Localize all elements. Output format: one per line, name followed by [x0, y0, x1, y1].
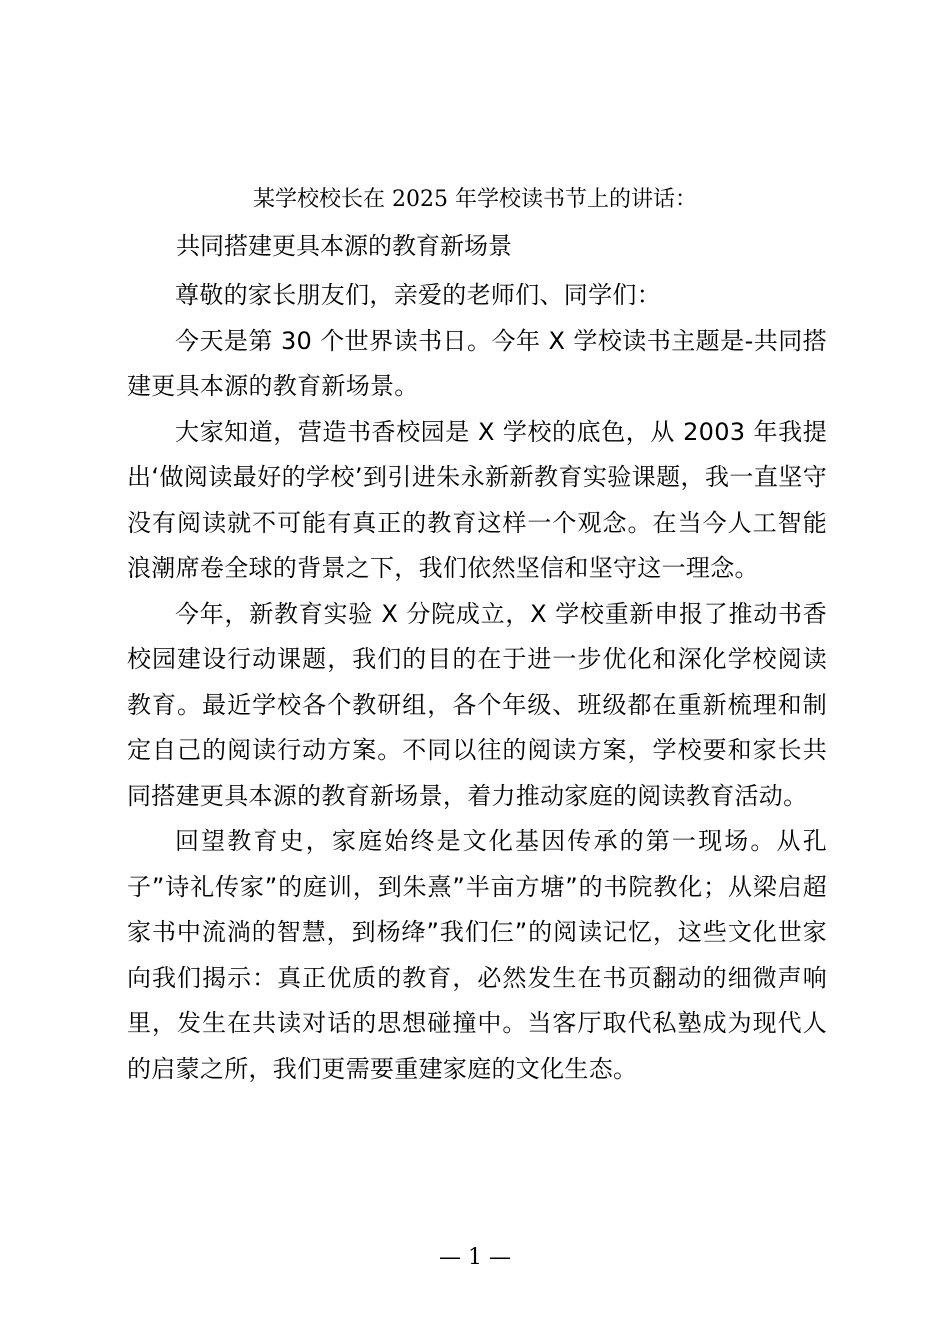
document-title: 某学校校长在 2025 年学校读书节上的讲话：: [253, 187, 697, 212]
salutation: 尊敬的家长朋友们，亲爱的老师们、同学们：: [175, 281, 661, 309]
paragraph: 今天是第 30 个世界读书日。今年 X 学校读书主题是-共同搭建更具本源的教育新场景。: [127, 326, 827, 400]
paragraph: 回望教育史，家庭始终是文化基因传承的第一现场。从孔子”诗礼传家”的庭训，到朱熹”半亩方塘”的书院教化；从梁启超家书中流淌的智慧，到杨绛”我们仨”的阅读记忆，这些文化世家向我们揭示：真正优质的教育，必然发生在书页翻动的细微声响里，发生在共读对话的思想碰撞中。当客厅取代私塾成为现代人的启蒙之所，我们更需要重建家庭的文化生态。: [127, 827, 827, 1083]
paragraph: 大家知道，营造书香校园是 X 学校的底色，从 2003 年我提出‘做阅读最好的学校’到引进朱永新新教育实验课题，我一直坚守没有阅读就不可能有真正的教育这样一个观念。在当今人工智能浪潮席卷全球的背景之下，我们依然坚信和坚守这一理念。: [127, 417, 827, 582]
document-subtitle: 共同搭建更具本源的教育新场景: [176, 232, 512, 260]
paragraph: 今年，新教育实验 X 分院成立，X 学校重新申报了推动书香校园建设行动课题，我们的目的在于进一步优化和深化学校阅读教育。最近学校各个教研组，各个年级、班级都在重新梳理和制定自己的阅读行动方案。不同以往的阅读方案，学校要和家长共同搭建更具本源的教育新场景，着力推动家庭的阅读教育活动。: [127, 599, 827, 810]
page-number: — 1 —: [439, 1245, 511, 1270]
document-body: [127, 273, 827, 1092]
